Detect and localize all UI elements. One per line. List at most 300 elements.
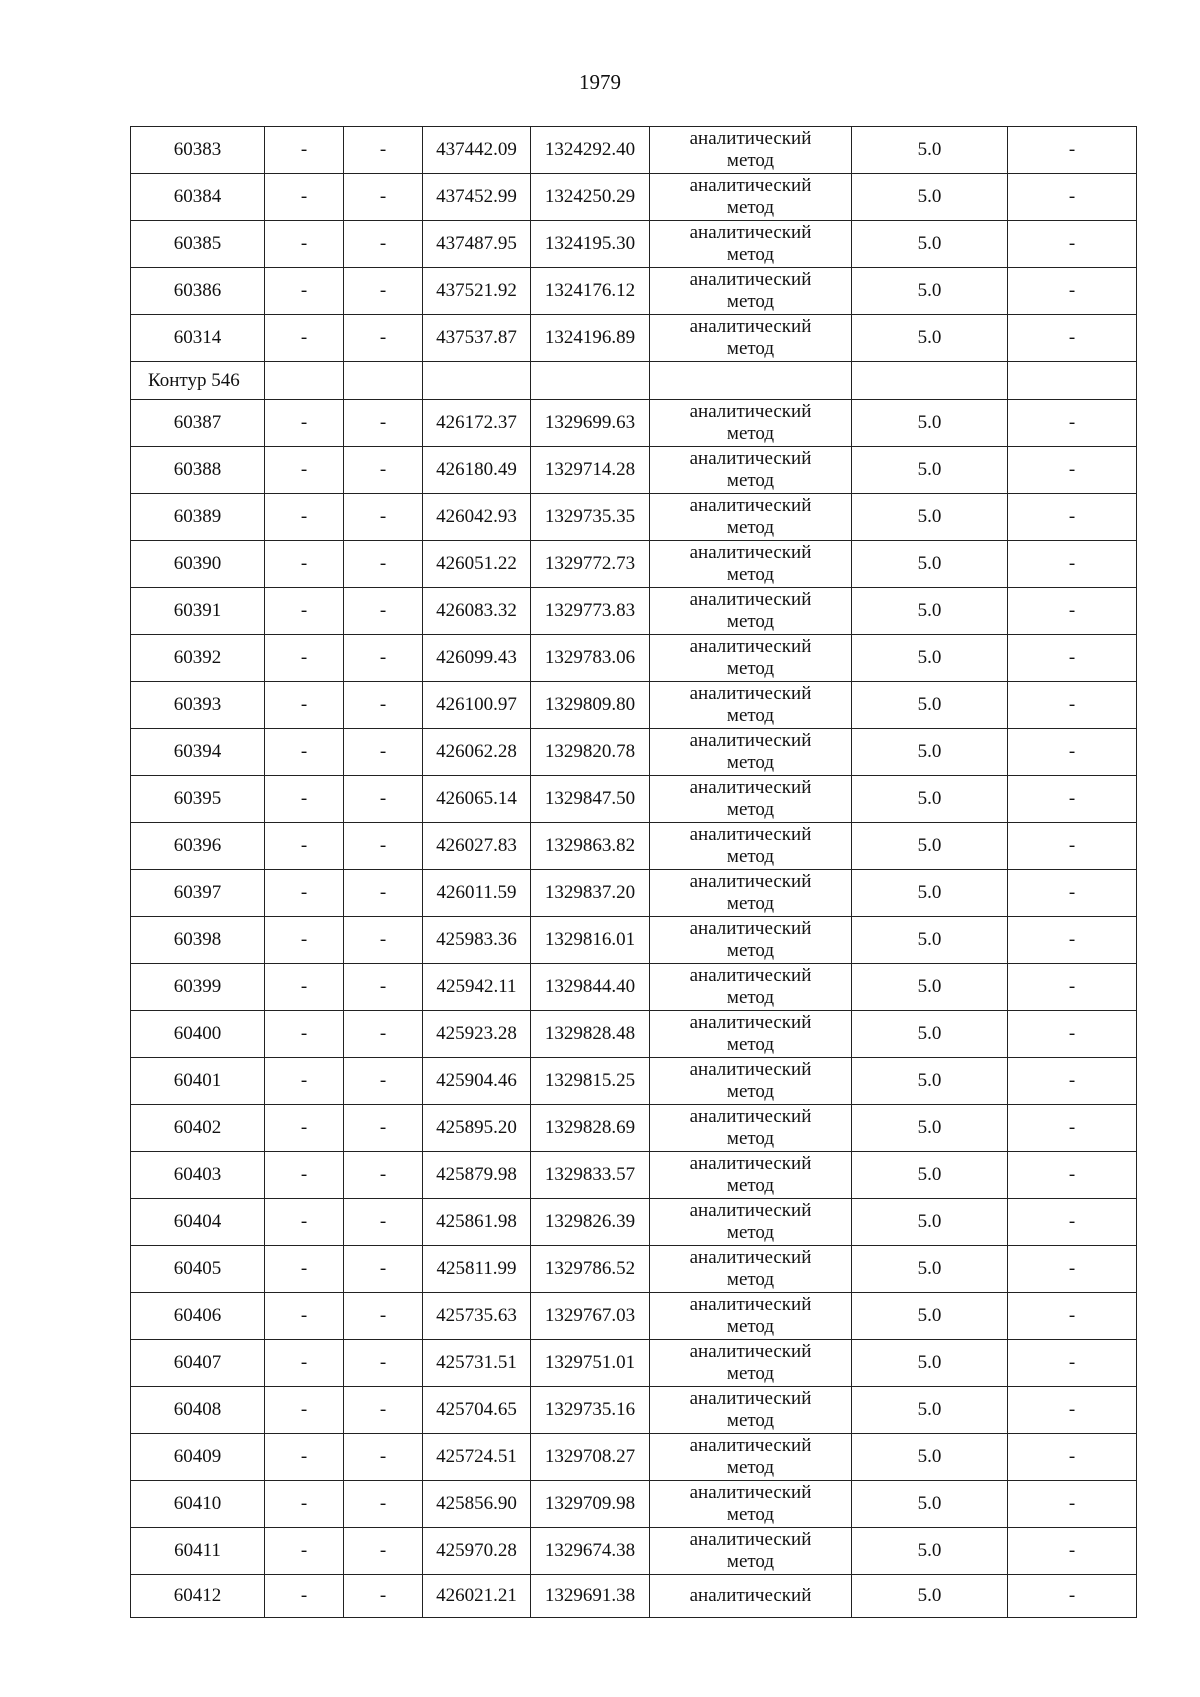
y-coordinate-cell: 1329709.98 (531, 1481, 650, 1528)
method-text-line2: метод (726, 1363, 775, 1384)
x-coordinate-cell: 425895.20 (423, 1105, 531, 1152)
dash-cell: - (344, 1152, 423, 1199)
method-cell (650, 494, 852, 541)
point-number-cell: 60412 (131, 1575, 265, 1618)
dash-cell: - (265, 268, 344, 315)
dash-cell: - (265, 1011, 344, 1058)
note-cell: - (1008, 964, 1137, 1011)
method-text-line1: аналитический (689, 730, 812, 751)
accuracy-cell: 5.0 (852, 447, 1008, 494)
dash-cell: - (344, 1575, 423, 1618)
note-cell: - (1008, 1105, 1137, 1152)
point-number-cell: 60385 (131, 221, 265, 268)
dash-cell: - (265, 127, 344, 174)
table-row (131, 917, 1137, 964)
x-coordinate-cell: 425970.28 (423, 1528, 531, 1575)
dash-cell: - (344, 1340, 423, 1387)
method-cell (650, 1293, 852, 1340)
note-cell: - (1008, 1058, 1137, 1105)
method-cell (650, 1340, 852, 1387)
x-coordinate-cell: 425704.65 (423, 1387, 531, 1434)
point-number-cell: 60396 (131, 823, 265, 870)
point-number-cell: 60407 (131, 1340, 265, 1387)
method-text-line1: аналитический (689, 918, 812, 939)
point-number-cell: 60314 (131, 315, 265, 362)
y-coordinate-cell: 1329714.28 (531, 447, 650, 494)
note-cell: - (1008, 1152, 1137, 1199)
note-cell: - (1008, 447, 1137, 494)
method-cell (650, 1199, 852, 1246)
point-number-cell: 60401 (131, 1058, 265, 1105)
x-coordinate-cell: 425923.28 (423, 1011, 531, 1058)
point-number-cell: 60410 (131, 1481, 265, 1528)
point-number-cell: 60384 (131, 174, 265, 221)
dash-cell: - (344, 635, 423, 682)
method-text-line2: метод (726, 658, 775, 679)
note-cell: - (1008, 315, 1137, 362)
accuracy-cell: 5.0 (852, 541, 1008, 588)
point-number-cell: 60409 (131, 1434, 265, 1481)
method-text-line1: аналитический (689, 871, 812, 892)
note-cell: - (1008, 400, 1137, 447)
dash-cell: - (265, 588, 344, 635)
method-text-line2: метод (726, 846, 775, 867)
table-row (131, 1011, 1137, 1058)
method-text-line1: аналитический (689, 495, 812, 516)
dash-cell: - (265, 635, 344, 682)
y-coordinate-cell: 1329828.48 (531, 1011, 650, 1058)
table-cell (531, 362, 650, 400)
x-coordinate-cell: 426027.83 (423, 823, 531, 870)
method-text-line2: метод (726, 893, 775, 914)
method-text-line1: аналитический (689, 1012, 812, 1033)
y-coordinate-cell: 1329783.06 (531, 635, 650, 682)
note-cell: - (1008, 1199, 1137, 1246)
dash-cell: - (344, 588, 423, 635)
point-number-cell: 60400 (131, 1011, 265, 1058)
y-coordinate-cell: 1329699.63 (531, 400, 650, 447)
dash-cell: - (265, 221, 344, 268)
table-row (131, 1434, 1137, 1481)
accuracy-cell: 5.0 (852, 1434, 1008, 1481)
point-number-cell: 60389 (131, 494, 265, 541)
method-text-line1: аналитический (689, 683, 812, 704)
note-cell: - (1008, 541, 1137, 588)
dash-cell: - (344, 315, 423, 362)
accuracy-cell: 5.0 (852, 1387, 1008, 1434)
method-text-line1: аналитический (689, 1200, 812, 1221)
table-row (131, 268, 1137, 315)
method-text-line1: аналитический (689, 269, 812, 290)
dash-cell: - (265, 447, 344, 494)
dash-cell: - (344, 1105, 423, 1152)
method-text-line2: метод (726, 291, 775, 312)
dash-cell: - (344, 268, 423, 315)
method-text-line2: метод (726, 1175, 775, 1196)
accuracy-cell: 5.0 (852, 776, 1008, 823)
point-number-cell: 60387 (131, 400, 265, 447)
method-text-line2: метод (726, 150, 775, 171)
section-label: Контур 546 (131, 362, 265, 400)
y-coordinate-cell: 1329809.80 (531, 682, 650, 729)
accuracy-cell: 5.0 (852, 1152, 1008, 1199)
table-row (131, 1199, 1137, 1246)
table-row (131, 729, 1137, 776)
note-cell: - (1008, 174, 1137, 221)
dash-cell: - (344, 1481, 423, 1528)
method-text-line1: аналитический (689, 589, 812, 610)
accuracy-cell: 5.0 (852, 127, 1008, 174)
method-text-line1: аналитический (689, 1059, 812, 1080)
x-coordinate-cell: 426065.14 (423, 776, 531, 823)
dash-cell: - (265, 823, 344, 870)
y-coordinate-cell: 1329863.82 (531, 823, 650, 870)
dash-cell: - (265, 1481, 344, 1528)
method-text-line1: аналитический (689, 222, 812, 243)
dash-cell: - (344, 682, 423, 729)
method-cell (650, 823, 852, 870)
accuracy-cell: 5.0 (852, 315, 1008, 362)
method-cell (650, 315, 852, 362)
x-coordinate-cell: 426172.37 (423, 400, 531, 447)
point-number-cell: 60390 (131, 541, 265, 588)
point-number-cell: 60404 (131, 1199, 265, 1246)
dash-cell: - (344, 823, 423, 870)
dash-cell: - (344, 447, 423, 494)
method-text-line1: аналитический (689, 1529, 812, 1550)
method-text-line2: метод (726, 611, 775, 632)
method-text-line1: аналитический (689, 824, 812, 845)
table-row (131, 1528, 1137, 1575)
table-row (131, 447, 1137, 494)
table-cell (344, 362, 423, 400)
method-cell (650, 1105, 852, 1152)
method-text-line2: метод (726, 1269, 775, 1290)
note-cell: - (1008, 823, 1137, 870)
dash-cell: - (344, 400, 423, 447)
dash-cell: - (344, 127, 423, 174)
note-cell: - (1008, 1481, 1137, 1528)
dash-cell: - (265, 1528, 344, 1575)
table-cell (423, 362, 531, 400)
method-text-line1: аналитический (689, 965, 812, 986)
note-cell: - (1008, 127, 1137, 174)
method-text-line2: метод (726, 1457, 775, 1478)
x-coordinate-cell: 425731.51 (423, 1340, 531, 1387)
dash-cell: - (344, 917, 423, 964)
dash-cell: - (265, 870, 344, 917)
method-text-line2: метод (726, 338, 775, 359)
method-cell (650, 1387, 852, 1434)
y-coordinate-cell: 1329773.83 (531, 588, 650, 635)
accuracy-cell: 5.0 (852, 268, 1008, 315)
method-text-line1: аналитический (689, 128, 812, 149)
dash-cell: - (265, 1387, 344, 1434)
point-number-cell: 60405 (131, 1246, 265, 1293)
x-coordinate-cell: 426042.93 (423, 494, 531, 541)
method-cell (650, 174, 852, 221)
method-text-line2: метод (726, 940, 775, 961)
note-cell: - (1008, 1575, 1137, 1618)
dash-cell: - (344, 1011, 423, 1058)
method-cell (650, 400, 852, 447)
point-number-cell: 60397 (131, 870, 265, 917)
dash-cell: - (344, 964, 423, 1011)
accuracy-cell: 5.0 (852, 1528, 1008, 1575)
note-cell: - (1008, 1246, 1137, 1293)
method-cell (650, 635, 852, 682)
method-cell (650, 682, 852, 729)
point-number-cell: 60395 (131, 776, 265, 823)
accuracy-cell: 5.0 (852, 1058, 1008, 1105)
x-coordinate-cell: 426021.21 (423, 1575, 531, 1618)
point-number-cell: 60398 (131, 917, 265, 964)
table-cell (1008, 362, 1137, 400)
y-coordinate-cell: 1329767.03 (531, 1293, 650, 1340)
point-number-cell: 60411 (131, 1528, 265, 1575)
method-text-line2: метод (726, 987, 775, 1008)
accuracy-cell: 5.0 (852, 588, 1008, 635)
method-text-line2: метод (726, 197, 775, 218)
method-text-line2: метод (726, 470, 775, 491)
dash-cell: - (344, 494, 423, 541)
y-coordinate-cell: 1329815.25 (531, 1058, 650, 1105)
accuracy-cell: 5.0 (852, 1340, 1008, 1387)
table-row (131, 1481, 1137, 1528)
table-cell (852, 362, 1008, 400)
y-coordinate-cell: 1329828.69 (531, 1105, 650, 1152)
dash-cell: - (265, 400, 344, 447)
table-row (131, 588, 1137, 635)
table-row (131, 541, 1137, 588)
note-cell: - (1008, 494, 1137, 541)
method-text-line2: метод (726, 564, 775, 585)
table-row (131, 1387, 1137, 1434)
accuracy-cell: 5.0 (852, 174, 1008, 221)
dash-cell: - (265, 1199, 344, 1246)
y-coordinate-cell: 1329844.40 (531, 964, 650, 1011)
dash-cell: - (344, 776, 423, 823)
note-cell: - (1008, 729, 1137, 776)
table-row (131, 315, 1137, 362)
y-coordinate-cell: 1324196.89 (531, 315, 650, 362)
method-cell (650, 1058, 852, 1105)
y-coordinate-cell: 1329772.73 (531, 541, 650, 588)
y-coordinate-cell: 1329674.38 (531, 1528, 650, 1575)
x-coordinate-cell: 425735.63 (423, 1293, 531, 1340)
x-coordinate-cell: 426051.22 (423, 541, 531, 588)
x-coordinate-cell: 425724.51 (423, 1434, 531, 1481)
x-coordinate-cell: 425879.98 (423, 1152, 531, 1199)
method-text-line2: метод (726, 1316, 775, 1337)
dash-cell: - (344, 1058, 423, 1105)
dash-cell: - (265, 1152, 344, 1199)
table-row (131, 400, 1137, 447)
method-cell (650, 1528, 852, 1575)
dash-cell: - (265, 494, 344, 541)
table-row (131, 1340, 1137, 1387)
accuracy-cell: 5.0 (852, 917, 1008, 964)
x-coordinate-cell: 437452.99 (423, 174, 531, 221)
dash-cell: - (344, 1199, 423, 1246)
y-coordinate-cell: 1329820.78 (531, 729, 650, 776)
method-cell (650, 588, 852, 635)
method-text-line2: метод (726, 244, 775, 265)
method-text-line1: аналитический (689, 1341, 812, 1362)
method-cell (650, 1246, 852, 1293)
method-cell (650, 541, 852, 588)
note-cell: - (1008, 682, 1137, 729)
note-cell: - (1008, 1387, 1137, 1434)
table-cell (265, 362, 344, 400)
point-number-cell: 60388 (131, 447, 265, 494)
x-coordinate-cell: 426083.32 (423, 588, 531, 635)
method-text-line2: метод (726, 799, 775, 820)
table-row (131, 823, 1137, 870)
method-text-line1: аналитический (689, 448, 812, 469)
accuracy-cell: 5.0 (852, 400, 1008, 447)
x-coordinate-cell: 426180.49 (423, 447, 531, 494)
method-text-line2: метод (726, 1222, 775, 1243)
table-body (131, 127, 1137, 1618)
point-number-cell: 60394 (131, 729, 265, 776)
accuracy-cell: 5.0 (852, 729, 1008, 776)
point-number-cell: 60399 (131, 964, 265, 1011)
accuracy-cell: 5.0 (852, 823, 1008, 870)
method-text-line1: аналитический (689, 777, 812, 798)
table-row (131, 1105, 1137, 1152)
method-text-line1: аналитический (689, 316, 812, 337)
table-row (131, 964, 1137, 1011)
point-number-cell: 60408 (131, 1387, 265, 1434)
table-row (131, 776, 1137, 823)
method-cell (650, 964, 852, 1011)
note-cell: - (1008, 635, 1137, 682)
table-row (131, 127, 1137, 174)
table-row (131, 870, 1137, 917)
dash-cell: - (265, 174, 344, 221)
method-text-line2: метод (726, 1410, 775, 1431)
method-text-line2: метод (726, 517, 775, 538)
x-coordinate-cell: 437487.95 (423, 221, 531, 268)
dash-cell: - (344, 870, 423, 917)
dash-cell: - (344, 1246, 423, 1293)
coordinates-table (130, 126, 1137, 1618)
dash-cell: - (265, 1340, 344, 1387)
method-text-line1: аналитический (689, 1106, 812, 1127)
x-coordinate-cell: 425856.90 (423, 1481, 531, 1528)
y-coordinate-cell: 1329751.01 (531, 1340, 650, 1387)
dash-cell: - (265, 315, 344, 362)
y-coordinate-cell: 1324176.12 (531, 268, 650, 315)
y-coordinate-cell: 1324195.30 (531, 221, 650, 268)
method-text-line1: аналитический (689, 1435, 812, 1456)
note-cell: - (1008, 588, 1137, 635)
table-row (131, 1575, 1137, 1618)
x-coordinate-cell: 425983.36 (423, 917, 531, 964)
dash-cell: - (265, 541, 344, 588)
accuracy-cell: 5.0 (852, 1575, 1008, 1618)
y-coordinate-cell: 1329691.38 (531, 1575, 650, 1618)
note-cell: - (1008, 268, 1137, 315)
dash-cell: - (265, 1105, 344, 1152)
method-cell (650, 776, 852, 823)
x-coordinate-cell: 426011.59 (423, 870, 531, 917)
dash-cell: - (344, 1387, 423, 1434)
y-coordinate-cell: 1329833.57 (531, 1152, 650, 1199)
x-coordinate-cell: 426099.43 (423, 635, 531, 682)
x-coordinate-cell: 426100.97 (423, 682, 531, 729)
note-cell: - (1008, 1528, 1137, 1575)
method-text-line2: метод (726, 423, 775, 444)
point-number-cell: 60383 (131, 127, 265, 174)
x-coordinate-cell: 425942.11 (423, 964, 531, 1011)
x-coordinate-cell: 425904.46 (423, 1058, 531, 1105)
point-number-cell: 60393 (131, 682, 265, 729)
table-cell (650, 362, 852, 400)
method-text-line1: аналитический (689, 542, 812, 563)
accuracy-cell: 5.0 (852, 1011, 1008, 1058)
accuracy-cell: 5.0 (852, 964, 1008, 1011)
x-coordinate-cell: 437521.92 (423, 268, 531, 315)
dash-cell: - (344, 221, 423, 268)
method-cell (650, 268, 852, 315)
dash-cell: - (344, 541, 423, 588)
table-row (131, 494, 1137, 541)
note-cell: - (1008, 917, 1137, 964)
method-text-line1: аналитический (689, 1294, 812, 1315)
dash-cell: - (344, 729, 423, 776)
x-coordinate-cell: 425861.98 (423, 1199, 531, 1246)
point-number-cell: 60402 (131, 1105, 265, 1152)
note-cell: - (1008, 1340, 1137, 1387)
table-row (131, 174, 1137, 221)
accuracy-cell: 5.0 (852, 1481, 1008, 1528)
note-cell: - (1008, 776, 1137, 823)
accuracy-cell: 5.0 (852, 494, 1008, 541)
note-cell: - (1008, 1293, 1137, 1340)
table-row (131, 682, 1137, 729)
method-text-line2: метод (726, 752, 775, 773)
method-cell (650, 127, 852, 174)
y-coordinate-cell: 1324292.40 (531, 127, 650, 174)
dash-cell: - (265, 729, 344, 776)
table-row (131, 635, 1137, 682)
method-cell (650, 221, 852, 268)
point-number-cell: 60403 (131, 1152, 265, 1199)
method-text-line1: аналитический (689, 401, 812, 422)
accuracy-cell: 5.0 (852, 682, 1008, 729)
x-coordinate-cell: 437537.87 (423, 315, 531, 362)
method-text-line2: метод (726, 1551, 775, 1572)
dash-cell: - (344, 1434, 423, 1481)
dash-cell: - (265, 776, 344, 823)
y-coordinate-cell: 1329847.50 (531, 776, 650, 823)
x-coordinate-cell: 426062.28 (423, 729, 531, 776)
accuracy-cell: 5.0 (852, 1199, 1008, 1246)
method-text-line2: метод (726, 1081, 775, 1102)
dash-cell: - (265, 682, 344, 729)
section-row (131, 362, 1137, 400)
dash-cell: - (265, 1246, 344, 1293)
method-cell (650, 447, 852, 494)
method-text-line1: аналитический (689, 1388, 812, 1409)
dash-cell: - (265, 1293, 344, 1340)
method-text-line1: аналитический (689, 1153, 812, 1174)
method-text-line1: аналитический (689, 636, 812, 657)
point-number-cell: 60392 (131, 635, 265, 682)
accuracy-cell: 5.0 (852, 635, 1008, 682)
